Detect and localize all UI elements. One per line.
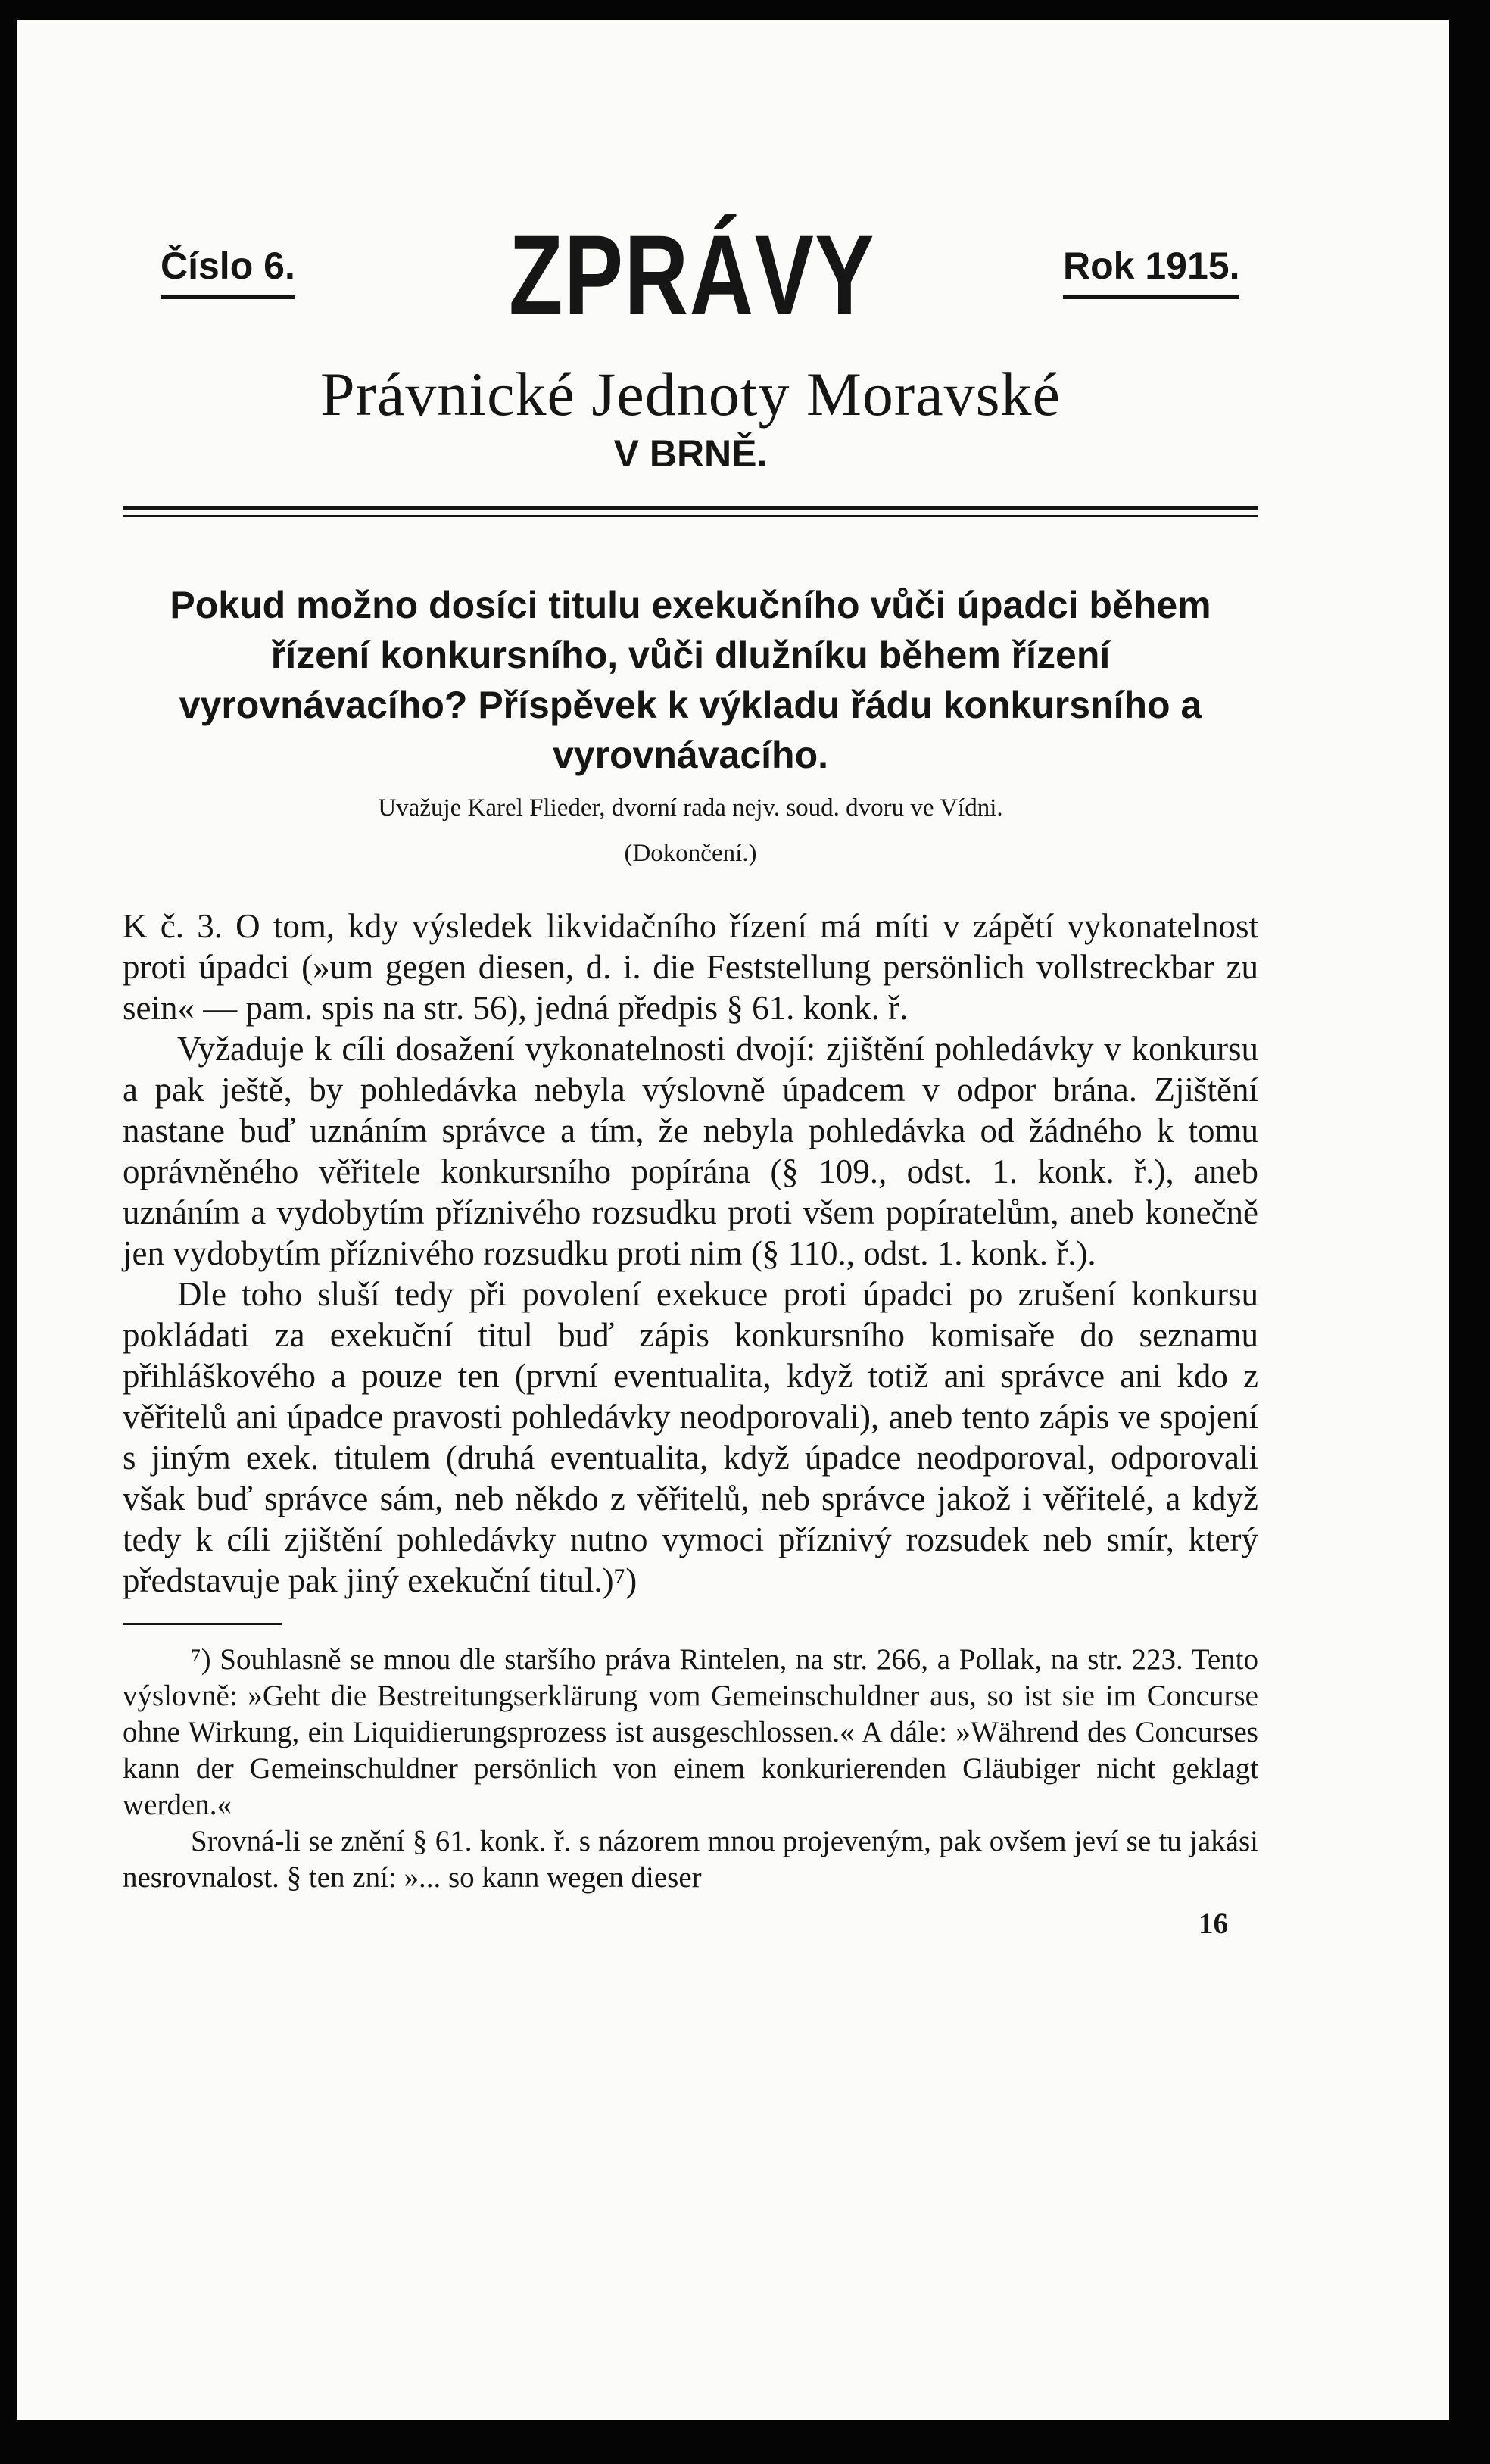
article-body [123,906,1258,1601]
issue-number: Číslo 6. [161,247,295,299]
journal-title: ZPRÁVY [509,211,875,338]
article-byline: Uvažuje Karel Flieder, dvorní rada nejv. soud. dvoru ve Vídni. [378,794,1003,822]
body-paragraph: Dle toho sluší tedy při povolení exekuce proti úpadci po zrušení konkursu pokládati za exekuční titul buď zápis konkursního komisaře do seznamu přihláškového a pouze ten (první eventualita, když totiž ani správce ani kdo z věřitelů ani úpadce pravosti pohledávky neodporovali), aneb tento zápis ve spojení s jiným exek. titulem (druhá eventualita, když úpadce neodporoval, odporovali však buď správce sám, neb někdo z věřitelů, neb správce jakož i věřitelé, a když tedy k cíli zjištění pohledávky nutno vymoci příznivý rozsudek neb smír, který představuje pak jiný exekuční titul.)⁷) [123,1275,1258,1599]
footnotes [123,1642,1258,1896]
continued-note: (Dokončení.) [624,840,757,867]
journal-city: V BRNĚ. [613,432,768,475]
article-headline: Pokud možno dosíci titulu exekučního vůči úpadci během řízení konkursního, vůči dlužníku během řízení vyrovnávacího? Příspěvek k výkladu řádu konkursního a vyrovnávacího. [170,584,1211,776]
header-rule-thin [123,515,1258,517]
journal-subtitle: Právnické Jednoty Moravské [320,360,1061,429]
footnote-divider [123,1623,282,1625]
issue-year: Rok 1915. [1063,247,1239,299]
footnote: ⁷) Souhlasně se mnou dle staršího práva Rintelen, na str. 266, a Pollak, na str. 223. Tento výslovně: »Geht die Bestreitungserklärung vom Gemeinschuldner aus, so ist sie im Concurse ohne Wirkung, ein Liquidierungsprozess ist ausgeschlossen.« A dále: »Während des Concurses kann der Gemeinschuldner persönlich von einem konkurierenden Gläubiger nicht geklagt werden.« [123,1643,1258,1821]
masthead [108,20,1273,475]
header-rule-thick [123,506,1258,510]
article [123,580,1258,1941]
body-paragraph: Vyžaduje k cíli dosažení vykonatelnosti dvojí: zjištění pohledávky v konkursu a pak ještě, by pohledávka nebyla výslovně úpadcem v odpor brána. Zjištění nastane buď uznáním správce a tím, že nebyla pohledávka od žádného k tomu oprávněného věřitele konkursního popírána (§ 109., odst. 1. konk. ř.), aneb uznáním a vydobytím příznivého rozsudku proti všem popíratelům, aneb konečně jen vydobytím příznivého rozsudku proti nim (§ 110., odst. 1. konk. ř.). [123,1030,1258,1272]
page-number: 16 [1199,1907,1228,1940]
body-paragraph: K č. 3. O tom, kdy výsledek likvidačního řízení má míti v zápětí vykonatelnost proti úpadci (»um gegen diesen, d. i. die Feststellung persönlich vollstreckbar zu sein« — pam. spis na str. 56), jedná předpis § 61. konk. ř. [123,907,1258,1027]
document-page [17,20,1449,2420]
footnote: Srovná-li se znění § 61. konk. ř. s názorem mnou projeveným, pak ovšem jeví se tu jakási nesrovnalost. § ten zní: »... so kann wegen dieser [123,1825,1258,1894]
page-content [108,20,1273,1940]
